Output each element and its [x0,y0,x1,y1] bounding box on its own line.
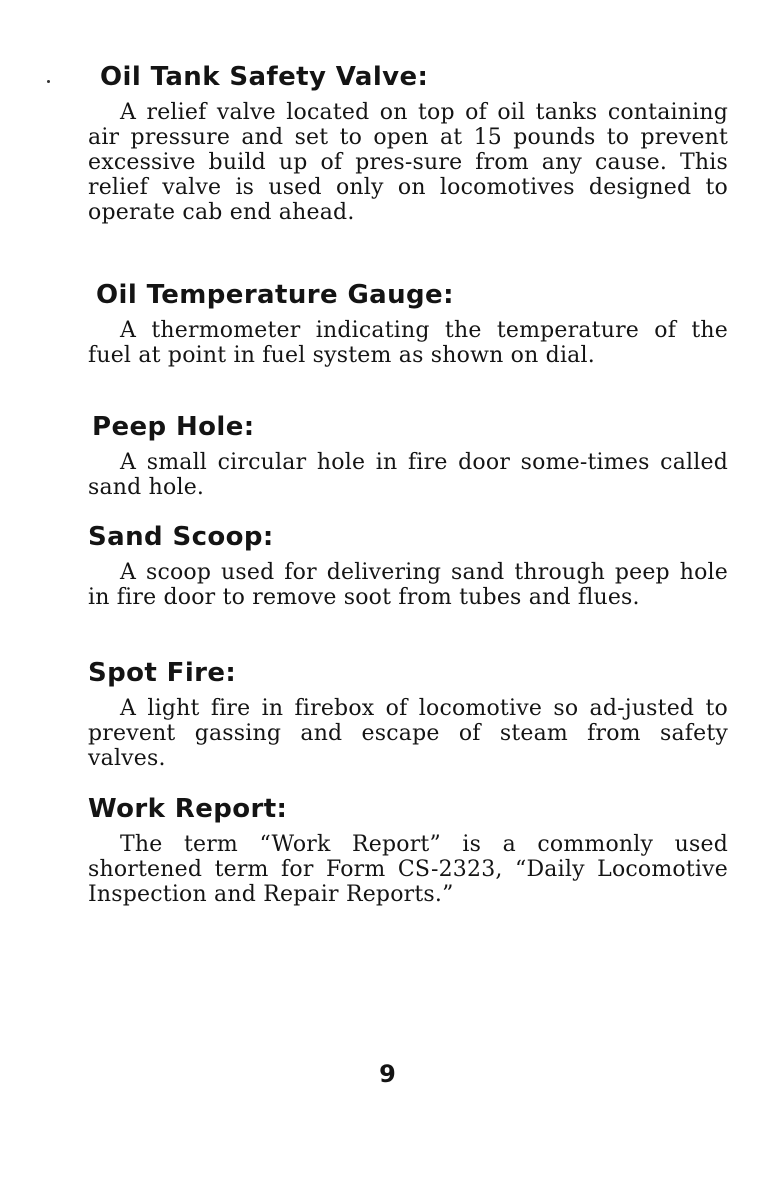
entry-term: Peep Hole: [92,412,255,442]
entry-term: Oil Tank Safety Valve: [100,62,429,92]
entry-definition: A small circular hole in fire door some-times called sand hole. [88,450,728,500]
glossary-entry-oil-temperature-gauge [88,278,728,368]
entry-definition: A light fire in firebox of locomotive so ad-justed to prevent gassing and escape of steam from safety valves. [88,696,728,771]
entry-definition: A relief valve located on top of oil tanks containing air pressure and set to open at 15 pounds to prevent excessive build up of pres-sure from any cause. This relief valve is used only on locomotives designed to operate cab end ahead. [88,100,728,225]
entry-definition: A scoop used for delivering sand through peep hole in fire door to remove soot from tubes and flues. [88,560,728,610]
print-speck [47,80,50,83]
glossary-entry-sand-scoop [88,520,728,610]
glossary-entry-peep-hole [88,410,728,500]
entry-term: Work Report: [88,794,288,824]
entry-term: Oil Temperature Gauge: [96,280,454,310]
entry-definition: The term “Work Report” is a commonly used shortened term for Form CS-2323, “Daily Locomotive Inspection and Repair Reports.” [88,832,728,907]
glossary-entry-spot-fire [88,656,728,771]
entry-term: Spot Fire: [88,658,237,688]
glossary-entry-oil-tank-safety-valve [88,60,728,225]
entry-definition: A thermometer indicating the temperature of the fuel at point in fuel system as shown on dial. [88,318,728,368]
entry-term: Sand Scoop: [88,522,274,552]
page-number: 9 [379,1060,396,1088]
glossary-entry-work-report [88,792,728,907]
